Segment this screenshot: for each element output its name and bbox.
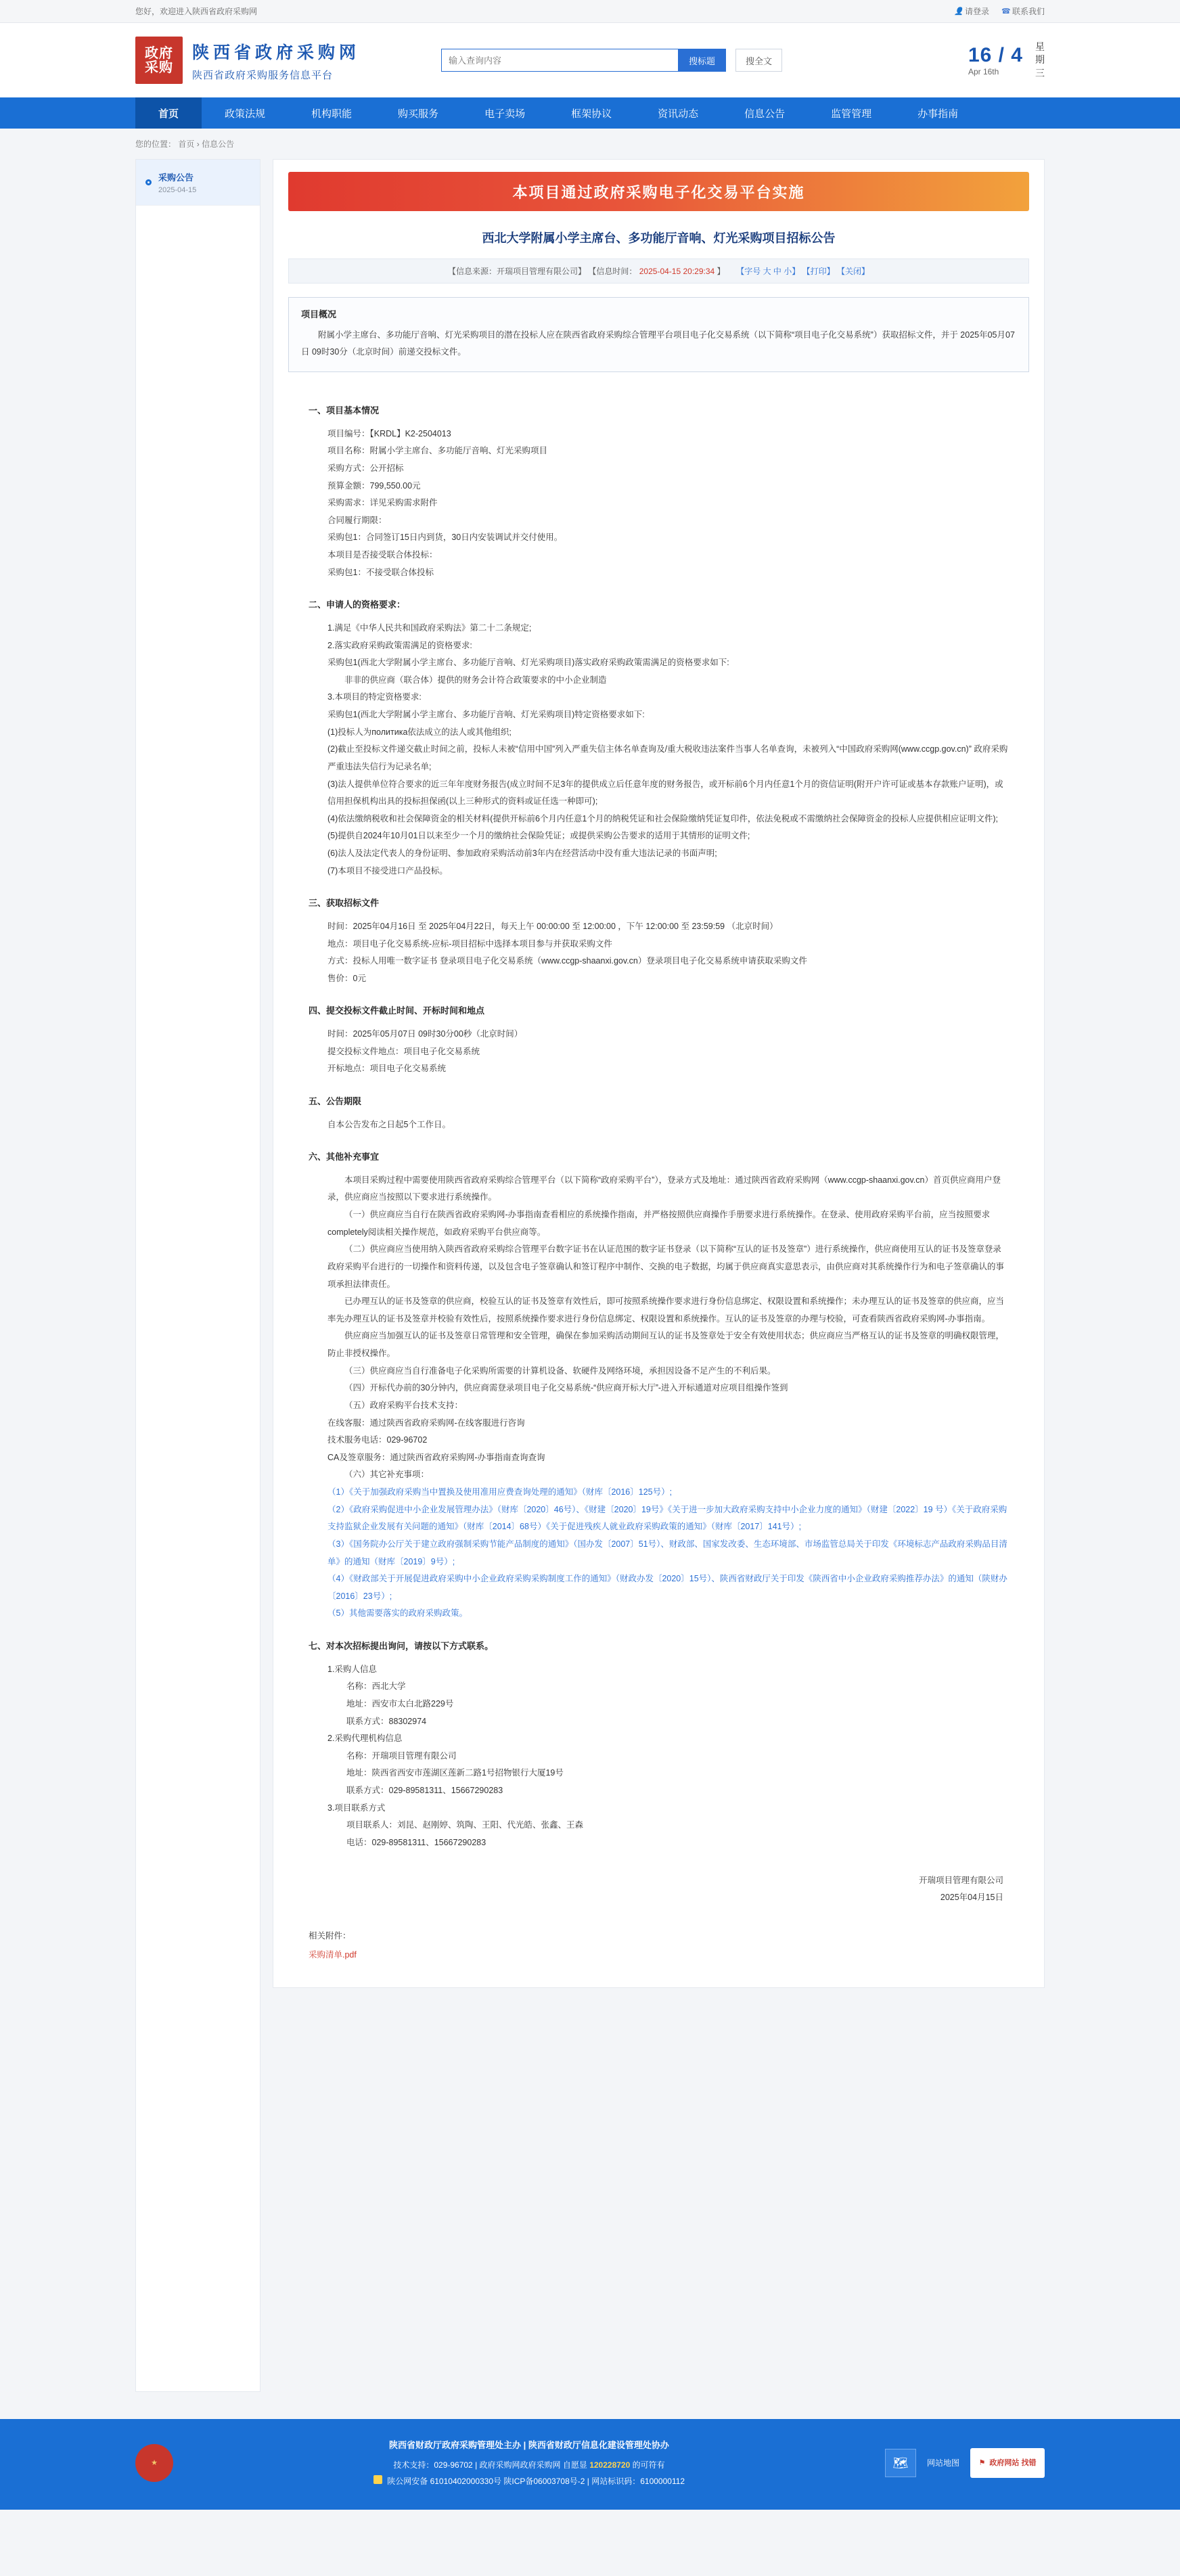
notice-link-1[interactable]: （1）《关于加强政府采购当中置换及使用准用应费查询处理的通知》（财库〔2016〕125号）; — [327, 1487, 673, 1497]
footer-badges — [885, 2448, 1045, 2478]
section-heading-5: 五、公告期限 — [309, 1095, 362, 1106]
summary-text: 附属小学主席台、多功能厅音响、灯光采购项目的潜在投标人应在陕西省政府采购综合管理平台项目电子化交易系统（以下简称“项目电子化交易系统”）获取招标文件，并于 2025年05月07日 09时30分（北京时间）前递交投标文件。 — [301, 330, 1015, 357]
line: 本项目是否接受联合体投标： — [327, 550, 438, 560]
line: (7)本项目不接受进口产品投标。 — [327, 865, 448, 876]
top-links — [954, 5, 1045, 17]
date-block — [968, 41, 1045, 81]
footer-line-2 — [194, 2457, 865, 2473]
line: （六）其它补充事项： — [344, 1470, 430, 1480]
line: 合同履行期限： — [327, 515, 387, 525]
font-size-control[interactable]: 【字号 大 中 小】 — [736, 267, 800, 276]
line: 自本公告发布之日起5个工作日。 — [327, 1119, 451, 1129]
breadcrumb-sep: › — [196, 139, 200, 149]
line: 提交投标文件地点：项目电子化交易系统 — [327, 1046, 480, 1056]
line: 1.满足《中华人民共和国政府采购法》第二十二条规定; — [327, 623, 532, 633]
line: (3)法人提供单位符合要求的近三年年度财务报告(成立时间不足3年的提供成立后任意年度的财务报告，或开标前6个月内任意1个月的资信证明(附开户许可证或基本存款账户证明)，或信用担保机构出具的投标担保函(以上三种形式的资料或证任选一种即可); — [327, 779, 1003, 807]
breadcrumb-prefix: 您的位置： — [135, 139, 177, 149]
print-button[interactable]: 【打印】 — [802, 267, 835, 276]
site-logo[interactable] — [135, 37, 360, 84]
line: （三）供应商应当自行准备电子化采购所需要的计算机设备、软硬件及网络环境，承担因设备不足产生的不利后果。 — [344, 1365, 776, 1376]
line: (2)截止至投标文件递交截止时间之前，投标人未被“信用中国”列入严重失信主体名单查询及/重大税收违法案件当事人名单查询，未被列入“中国政府采购网(www.ccgp.gov.cn)” 政府采购严重违法失信行为记录名单; — [327, 744, 1008, 771]
section-4-lines — [327, 1026, 1009, 1078]
attachment-label: 相关附件： — [309, 1930, 351, 1941]
signoff-date: 2025年04月15日 — [940, 1892, 1003, 1902]
footer-police-number: 61010402000330号 — [430, 2477, 502, 2486]
line: 时间：2025年05月07日 09时30分00秒（北京时间） — [327, 1029, 523, 1039]
site-header — [0, 23, 1180, 97]
content-area — [0, 159, 1180, 2419]
footer-support-text: 技术支持：029-96702 | 政府采购网政府采购网 自愿显 — [393, 2460, 587, 2470]
notice-link-2[interactable]: （2）《政府采购促进中小企业发展管理办法》（财库〔2020〕46号）、《财建〔2020〕19号》《关于进一步加大政府采购支持中小企业力度的通知》（财建〔2022〕19 号）《关于政府采购支持监狱企业发展有关问题的通知》（财库〔2014〕68号）《关于促进残疾人就业政府采购政策的通知》（财库〔2017〕141号）; — [327, 1504, 1007, 1532]
line: 开标地点：项目电子化交易系统 — [327, 1064, 447, 1074]
date-month: Apr 16th — [968, 67, 999, 76]
sidebar-item-date: 2025-04-15 — [158, 186, 197, 194]
line: 地址：西安市太白北路229号 — [346, 1698, 454, 1709]
summary-heading: 项目概况 — [301, 309, 337, 319]
section-heading-3: 三、获取招标文件 — [309, 898, 380, 909]
line: 方式：投标人用唯一数字证书 登录项目电子化交易系统（www.ccgp-shaanxi.gov.cn）登录项目电子化交易系统申请获取采购文件 — [327, 956, 807, 966]
signoff — [273, 1852, 1044, 1906]
article-banner: 本项目通过政府采购电子化交易平台实施 — [288, 172, 1029, 211]
date-daynum — [968, 44, 1023, 76]
line: 项目联系人：刘昆、赵刚婷、筑陶、王阳、代光皓、张鑫、王森 — [346, 1820, 584, 1830]
nav-item-guide[interactable]: 办事指南 — [917, 108, 959, 120]
nav-item-news[interactable]: 资讯动态 — [658, 108, 699, 120]
line: 采购包1：不接受联合体投标 — [327, 567, 434, 577]
sidebar-item-label: 采购公告 — [158, 173, 194, 183]
notice-link-5[interactable]: （5）其他需要落实的政府采购政策。 — [327, 1608, 468, 1619]
contact-label: 联系我们 — [1012, 7, 1045, 16]
line: 2.落实政府采购政策需满足的资格要求: — [327, 640, 472, 650]
sitemap-label[interactable]: 网站地图 — [926, 2458, 959, 2468]
meta-time-tail: 】 — [717, 267, 725, 276]
footer-text — [194, 2437, 865, 2489]
line: （二）供应商应当使用纳入陕西省政府采购综合管理平台数字证书在认证范围的数字证书登录（以下简称“互认的证书及签章”）进行系统操作，供应商使用互认的证书及签章登录政府采购平台进行的一切操作和资料传递，以及包含电子签章确认和签订程序中制作、交换的电子数据，均属于供应商真实意思表示，由供应商对其系统操作行为和电子签章确认的事项承担法律责任。 — [327, 1244, 1005, 1289]
sidebar-item-announcement[interactable] — [136, 160, 260, 206]
line: 采购包1(西北大学附属小学主席台、多功能厅音响、灯光采购项目)落实政府采购政策需满足的资格要求如下: — [327, 658, 729, 668]
section-1-lines — [327, 426, 1009, 582]
sidebar — [135, 159, 260, 2392]
logo-subtitle: 陕西省政府采购服务信息平台 — [192, 69, 334, 81]
footer-support-tail: 的可符有 — [632, 2460, 665, 2470]
line: CA及签章服务：通过陕西省政府采购网-办事指南查询查询 — [327, 1452, 545, 1462]
line: 3.本项目的特定资格要求: — [327, 692, 422, 702]
line: 已办理互认的证书及签章的供应商，校验互认的证书及签章有效性后，即可按照系统操作要求进行身份信息绑定、权限设置和系统操作；未办理互认的证书及签章的供应商，应当率先办理互认的证书及签章并校验有效性后，按照系统操作要求进行身份信息绑定、权限设置和系统操作。互认的证书及签章的办理与校验，可查看陕西省政府采购网-办事指南。 — [327, 1296, 1005, 1324]
section-5-lines — [327, 1116, 1009, 1134]
date-daynum-value: 16 / 4 — [968, 44, 1023, 66]
project-summary — [288, 297, 1029, 372]
line: 采购包1：合同签订15日内到货，30日内安装调试并交付使用。 — [327, 533, 563, 543]
nav-item-policy[interactable]: 政策法规 — [225, 108, 266, 120]
line: 采购包1(西北大学附属小学主席台、多功能厅音响、灯光采购项目)特定资格要求如下: — [327, 710, 645, 720]
notice-link-3[interactable]: （3）《国务院办公厅关于建立政府强制采购节能产品制度的通知》（国办发〔2007〕51号）、财政部、国家发改委、生态环境部、市场监管总局关于印发《环境标志产品政府采购品目清单》的通知（财库〔2019〕9号）; — [327, 1539, 1007, 1566]
logo-title: 陕西省政府采购网 — [192, 43, 361, 62]
footer-line-3 — [194, 2473, 865, 2489]
line: 联系方式：029-89581311、15667290283 — [346, 1786, 503, 1796]
line: 技术服务电话：029-96702 — [327, 1435, 428, 1445]
section-heading-2: 二、申请人的资格要求： — [309, 600, 406, 610]
line: （五）政府采购平台技术支持： — [344, 1400, 463, 1410]
article-meta — [288, 258, 1029, 284]
shield-icon — [373, 2475, 382, 2484]
page-title: 西北大学附属小学主席台、多功能厅音响、灯光采购项目招标公告 — [482, 231, 836, 245]
line: 名称：西北大学 — [346, 1681, 406, 1692]
footer-line-1: 陕西省财政厅政府采购管理处主办 | 陕西省财政厅信息化建设管理处协办 — [389, 2440, 669, 2450]
meta-time-value: 2025-04-15 20:29:34 — [639, 267, 715, 276]
line: (5)提供自2024年10月01日以来至少一个月的缴纳社会保险凭证；或提供采购公告要求的适用于其情形的证明文件; — [327, 831, 750, 841]
attachment-file-link[interactable]: 采购清单.pdf — [309, 1949, 357, 1960]
line: 地址：陕西省西安市莲湖区莲新二路1号招物银行大厦19号 — [346, 1768, 564, 1778]
nav-item-framework[interactable]: 框架协议 — [571, 108, 612, 120]
line: 项目名称：附属小学主席台、多功能厅音响、灯光采购项目 — [327, 446, 548, 456]
top-utility-bar — [0, 0, 1180, 23]
contact-group-purchaser — [327, 1661, 1009, 1852]
section-3-lines — [327, 918, 1009, 988]
line: 本项目采购过程中需要使用陕西省政府采购综合管理平台（以下简称“政府采购平台”），登录方式及地址：通过陕西省政府采购网（www.ccgp-shaanxi.gov.cn）首页供应商用户登录，供应商应当按照以下要求进行系统操作。 — [327, 1175, 1001, 1202]
search-title-button[interactable]: 搜标题 — [678, 49, 726, 72]
line: (4)依法缴纳税收和社会保障资金的相关材料(提供开标前6个月内任意1个月的纳税凭证和社会保险缴纳凭证复印件，依法免税或不需缴纳社会保障资金的投标人应提供相应证明文件); — [327, 813, 998, 823]
nav-item-emarket[interactable]: 电子卖场 — [484, 108, 526, 120]
main-nav — [0, 97, 1180, 129]
welcome-text: 您好，欢迎进入陕西省政府采购网 — [135, 7, 258, 16]
line: 名称：开瑞项目管理有限公司 — [346, 1750, 457, 1761]
footer-police-label: 陕公网安备 — [387, 2477, 428, 2486]
meta-source: 【信息来源：开瑞项目管理有限公司】 — [448, 267, 587, 276]
logo-text — [192, 39, 360, 82]
section-2-lines — [327, 620, 1009, 880]
section-heading-7: 七、对本次招标提出询问，请按以下方式联系。 — [309, 1641, 494, 1652]
line: (6)法人及法定代表人的身份证明、参加政府采购活动前3年内在经营活动中没有重大违法记录的书面声明; — [327, 849, 717, 859]
gov-site-report-badge[interactable] — [970, 2448, 1045, 2478]
search-input[interactable] — [441, 49, 678, 72]
weekday-char-3: 三 — [1035, 67, 1045, 78]
nav-item-supervision[interactable]: 监管管理 — [831, 108, 872, 120]
search-area — [441, 49, 782, 72]
breadcrumb-item-home[interactable]: 首页 — [178, 139, 195, 149]
line: 在线客服：通过陕西省政府采购网-在线客服进行咨询 — [327, 1418, 525, 1428]
section-heading-6: 六、其他补充事宜 — [309, 1152, 380, 1162]
section-heading-1: 一、项目基本情况 — [309, 405, 380, 415]
nav-item-functions[interactable]: 机构职能 — [311, 108, 353, 120]
line: （一）供应商应当自行在陕西省政府采购网-办事指南查看相应的系统操作指南，并严格按照供应商操作手册要求进行系统操作。在登录、使用政府采购平台前，应当按照要求completely阅读相关操作规范，如政府采购平台供应商等。 — [327, 1210, 991, 1237]
contact-group-title: 3.项目联系方式 — [327, 1803, 386, 1813]
contact-group-title: 2.采购代理机构信息 — [327, 1734, 403, 1744]
meta-time-label: 【信息时间： — [588, 267, 637, 276]
logo-emblem-icon: 政府 采购 — [135, 37, 183, 84]
line: 项目编号：【KRDL】K2-2504013 — [327, 428, 451, 438]
line: 非非的供应商（联合体）提供的财务会计符合政策要求的中小企业制造 — [344, 675, 607, 685]
line: 预算金额：799,550.00元 — [327, 480, 421, 491]
line: 电话：029-89581311、15667290283 — [346, 1837, 486, 1847]
nav-item-home[interactable]: 首页 — [135, 97, 202, 129]
bullet-icon — [145, 179, 152, 185]
notice-link-4[interactable]: （4）《财政部关于开展促进政府采购中小企业政府采购采购制度工作的通知》（财政办发〔2020〕15号）、陕西省财政厅关于印发《陕西省中小企业政府采购推荐办法》的通知（陕财办〔2016〕23号）; — [327, 1574, 1007, 1601]
notice-list — [327, 1484, 1009, 1623]
breadcrumb — [0, 129, 1180, 159]
line: （四）开标代办前的30分钟内，供应商需登录项目电子化交易系统-“供应商开标大厅”-进入开标通道对应项目组操作签到 — [344, 1383, 788, 1393]
footer-site-code: 网站标识码：6100000112 — [591, 2477, 685, 2486]
weekday-char-2: 期 — [1035, 54, 1045, 66]
section-heading-4: 四、提交投标文件截止时间、开标时间和地点 — [309, 1005, 485, 1016]
site-footer — [0, 2419, 1180, 2510]
sitemap-icon[interactable]: 🗺 — [885, 2449, 916, 2477]
login-link[interactable] — [954, 5, 989, 17]
footer-hotline: 120228720 — [589, 2460, 631, 2470]
breadcrumb-item-announcements[interactable]: 信息公告 — [202, 139, 235, 149]
signoff-company: 开瑞项目管理有限公司 — [918, 1875, 1003, 1885]
line: 采购需求：详见采购需求附件 — [327, 498, 438, 508]
contact-group-title: 1.采购人信息 — [327, 1664, 377, 1674]
line: 地点：项目电子化交易系统-应标-项目招标中选择本项目参与并获取采购文件 — [327, 939, 612, 949]
section-6-lines — [327, 1172, 1009, 1484]
nav-item-announcements[interactable]: 信息公告 — [744, 108, 786, 120]
contact-link[interactable] — [1001, 5, 1045, 17]
article-body — [273, 372, 1044, 1852]
article-panel — [273, 159, 1045, 1988]
national-emblem-icon: ★ — [135, 2444, 173, 2482]
weekday-char-1: 星 — [1035, 41, 1045, 52]
footer-icp: 陕ICP备06003708号-2 | — [503, 2477, 589, 2486]
login-label: 请登录 — [964, 7, 989, 16]
line: 时间：2025年04月16日 至 2025年04月22日，每天上午 00:00:00 至 12:00:00 ，下午 12:00:00 至 23:59:59 （北京时间） — [327, 921, 778, 931]
line: 联系方式：88302974 — [346, 1716, 427, 1726]
phone-icon: ☎ — [1001, 7, 1011, 16]
line: 售价：0元 — [327, 973, 366, 983]
line: 供应商应当加强互认的证书及签章日常管理和安全管理，确保在参加采购活动期间互认的证书及签章处于安全有效使用状态；供应商应当严格互认的证书及签章的明确权限管理，防止非授权操作。 — [327, 1331, 1005, 1359]
nav-item-purchase-service[interactable]: 购买服务 — [398, 108, 439, 120]
search-fulltext-button[interactable]: 搜全文 — [735, 49, 782, 72]
gov-badge-icon: ⚑ — [978, 2459, 986, 2467]
line: (1)投标人为политика依法成立的法人或其他组织; — [327, 727, 512, 737]
line: 采购方式：公开招标 — [327, 463, 404, 473]
date-weekday — [1035, 41, 1045, 81]
user-icon: 👤 — [953, 7, 963, 16]
gov-badge-label: 政府网站 找错 — [989, 2459, 1037, 2467]
attachment-block — [273, 1906, 1044, 1960]
close-button[interactable]: 【关闭】 — [836, 267, 869, 276]
